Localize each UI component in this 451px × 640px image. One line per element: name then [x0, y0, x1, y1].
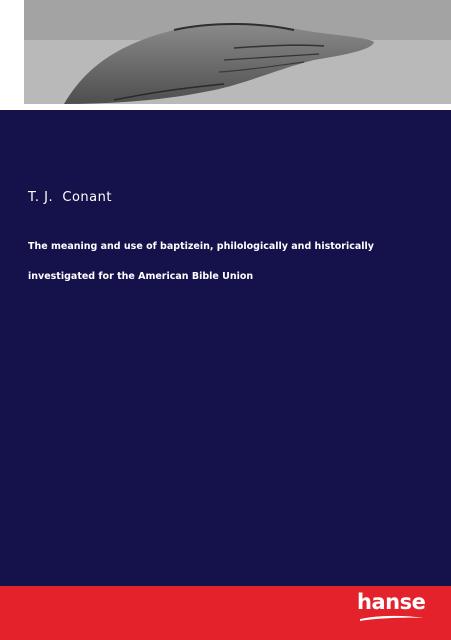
top-band [0, 0, 451, 110]
author-name: T. J. Conant [28, 190, 112, 205]
publisher-logo [357, 590, 427, 622]
open-hand-photo [24, 0, 451, 104]
publisher-logo-text: hanse [357, 590, 426, 614]
book-title: The meaning and use of baptizein, philologically and historically investigated for the American Bible Union [28, 241, 374, 282]
swoosh-icon [359, 614, 425, 622]
cover-background [0, 110, 451, 586]
